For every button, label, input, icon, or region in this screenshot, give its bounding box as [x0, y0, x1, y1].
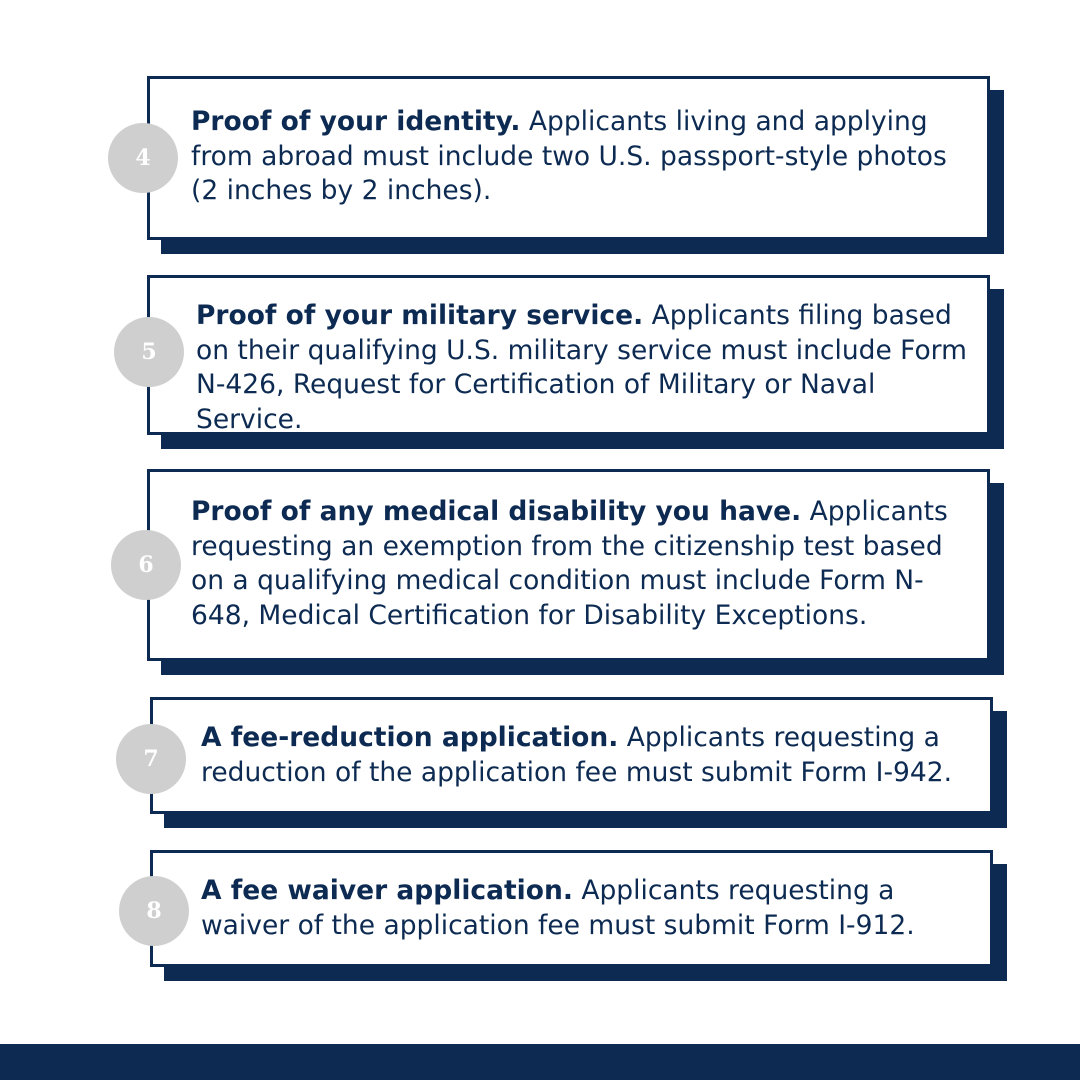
- requirement-text-6: [191, 495, 981, 633]
- requirement-body-8: Applicants requesting a waiver of the application fee must submit Form I-912.: [201, 875, 915, 941]
- requirement-body-7: Applicants requesting a reduction of the application fee must submit Form I-942.: [201, 722, 953, 788]
- step-number-badge-5: 5: [114, 317, 184, 387]
- requirement-body-4: Applicants living and applying from abroad must include two U.S. passport-style photos (2 inches by 2 inches).: [191, 106, 947, 206]
- requirement-body-6: Applicants requesting an exemption from the citizenship test based on a qualifying medical condition must include Form N-648, Medical Certification for Disability Exceptions.: [191, 496, 948, 631]
- requirement-title-4: Proof of your identity.: [191, 106, 521, 137]
- requirement-title-7: A fee-reduction application.: [201, 722, 619, 753]
- requirement-body-5: Applicants filing based on their qualifying U.S. military service must include Form N-426, Request for Certification of Military or Naval Service.: [196, 300, 967, 435]
- requirement-text-8: [201, 874, 981, 943]
- step-number-badge-6: 6: [111, 530, 181, 600]
- requirement-title-8: A fee waiver application.: [201, 875, 573, 906]
- requirement-title-5: Proof of your military service.: [196, 300, 644, 331]
- step-number-badge-7: 7: [116, 724, 186, 794]
- requirement-text-5: [196, 299, 986, 437]
- step-number-badge-4: 4: [108, 123, 178, 193]
- requirement-title-6: Proof of any medical disability you have.: [191, 496, 802, 527]
- requirement-text-4: [191, 105, 981, 209]
- step-number-badge-8: 8: [119, 876, 189, 946]
- requirement-text-7: [201, 721, 981, 790]
- footer-bar: [0, 1044, 1080, 1080]
